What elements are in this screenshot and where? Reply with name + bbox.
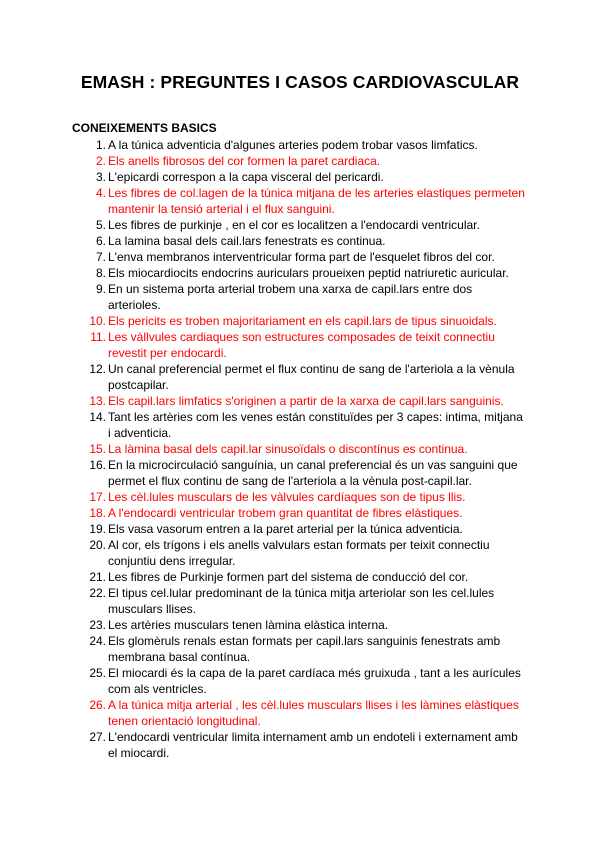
question-text: Un canal preferencial permet el flux continu de sang de l'arteriola a la vènula postcapilar. — [108, 362, 515, 392]
question-number: 10. — [89, 314, 106, 328]
question-text: El miocardi és la capa de la paret cardíaca més gruixuda , tant a les aurícules com als ventricles. — [108, 666, 521, 696]
question-text: Els vasa vasorum entren a la paret arterial per la túnica adventicia. — [108, 522, 463, 536]
question-text: Els miocardiocits endocrins auriculars proueixen peptid natriuretic auricular. — [108, 266, 509, 280]
question-text: La làmina basal dels capil.lar sinusoïdals o discontínus es continua. — [108, 442, 468, 456]
question-number: 13. — [89, 394, 106, 408]
question-item — [0, 249, 528, 265]
question-item — [0, 697, 528, 729]
question-number: 2. — [95, 154, 106, 168]
question-item — [0, 265, 528, 281]
question-item — [0, 729, 528, 761]
question-item — [0, 521, 528, 537]
question-text: Les fibres de col.lagen de la túnica mitjana de les arteries elastiques permeten mantenir la tensió arterial i el flux sanguini. — [108, 186, 525, 216]
question-number: 18. — [89, 506, 106, 520]
question-text: A l'endocardi ventricular trobem gran quantitat de fibres elàstiques. — [108, 506, 463, 520]
question-item — [0, 361, 528, 393]
question-item — [0, 505, 528, 521]
question-item — [0, 665, 528, 697]
question-item — [0, 137, 528, 153]
question-item — [0, 233, 528, 249]
question-number: 8. — [95, 266, 106, 280]
question-text: Els anells fibrosos del cor formen la paret cardiaca. — [108, 154, 381, 168]
question-item — [0, 313, 528, 329]
question-number: 12. — [89, 362, 106, 376]
question-text: La lamina basal dels cail.lars fenestrats es continua. — [108, 234, 386, 248]
question-item — [0, 169, 528, 185]
question-number: 4. — [95, 186, 106, 200]
question-number: 6. — [95, 234, 106, 248]
question-item — [0, 393, 528, 409]
question-text: Les artèries musculars tenen làmina elàstica interna. — [108, 618, 389, 632]
question-number: 9. — [95, 282, 106, 296]
question-text: Tant les artèries com les venes están constituïdes per 3 capes: intima, mitjana i adventicia. — [108, 410, 523, 440]
question-text: Els pericits es troben majoritariament en els capil.lars de tipus sinuoidals. — [108, 314, 497, 328]
question-item — [0, 617, 528, 633]
question-list — [0, 137, 600, 761]
question-number: 23. — [89, 618, 106, 632]
question-item — [0, 569, 528, 585]
question-number: 27. — [89, 730, 106, 744]
question-number: 1. — [95, 138, 106, 152]
question-text: Els glomèruls renals estan formats per capil.lars sanguinis fenestrats amb membrana basal contínua. — [108, 634, 501, 664]
question-number: 17. — [89, 490, 106, 504]
question-text: Al cor, els trígons i els anells valvulars estan formats per teixit connectiu conjuntiu dens irregular. — [108, 538, 490, 568]
question-number: 15. — [89, 442, 106, 456]
question-text: Les fibres de purkinje , en el cor es localitzen a l'endocardi ventricular. — [108, 218, 480, 232]
question-number: 5. — [95, 218, 106, 232]
question-item — [0, 537, 528, 569]
question-number: 11. — [90, 330, 106, 344]
question-text: L'epicardi correspon a la capa visceral del pericardi. — [108, 170, 384, 184]
question-text: Les vàllvules cardiaques son estructures composades de teixit connectiu revestit per endocardi. — [108, 330, 495, 360]
question-item — [0, 409, 528, 441]
question-number: 19. — [89, 522, 106, 536]
question-number: 24. — [89, 634, 106, 648]
question-number: 26. — [89, 698, 106, 712]
question-number: 7. — [95, 250, 106, 264]
question-text: L'enva membranos interventricular forma part de l'esquelet fibros del cor. — [108, 250, 495, 264]
question-item — [0, 185, 528, 217]
question-item — [0, 281, 528, 313]
question-item — [0, 441, 528, 457]
question-text: El tipus cel.lular predominant de la túnica mitja arteriolar son les cel.lules musculars llises. — [108, 586, 495, 616]
document-title: EMASH : PREGUNTES I CASOS CARDIOVASCULAR — [80, 72, 520, 92]
question-text: L'endocardi ventricular limita internament amb un endoteli i externament amb el miocardi. — [108, 730, 518, 760]
question-text: A la túnica adventicia d'algunes arteries podem trobar vasos limfatics. — [108, 138, 478, 152]
question-text: Les cèl.lules musculars de les vàlvules cardíaques son de tipus llis. — [108, 490, 466, 504]
question-text: Els capil.lars limfatics s'originen a partir de la xarxa de capil.lars sanguinis. — [108, 394, 504, 408]
question-number: 14. — [89, 410, 106, 424]
question-item — [0, 329, 528, 361]
question-text: Les fibres de Purkinje formen part del sistema de conducció del cor. — [108, 570, 469, 584]
question-number: 22. — [89, 586, 106, 600]
question-item — [0, 489, 528, 505]
question-number: 21. — [89, 570, 106, 584]
question-text: En la microcirculació sanguínia, un canal preferencial és un vas sanguini que permet el flux continu de sang de l'arteriola a la vènula post-capil.lar. — [108, 458, 518, 488]
question-item — [0, 633, 528, 665]
question-item — [0, 457, 528, 489]
question-number: 25. — [89, 666, 106, 680]
question-text: En un sistema porta arterial trobem una xarxa de capil.lars entre dos arterioles. — [108, 282, 473, 312]
question-number: 3. — [95, 170, 106, 184]
question-item — [0, 153, 528, 169]
section-title: CONEIXEMENTS BASICS — [72, 121, 217, 135]
question-item — [0, 217, 528, 233]
question-number: 16. — [89, 458, 106, 472]
question-item — [0, 585, 528, 617]
question-text: A la túnica mitja arterial , les cèl.lules musculars llises i les làmines elàstiques tenen orientació longitudinal. — [108, 698, 519, 728]
question-number: 20. — [89, 538, 106, 552]
